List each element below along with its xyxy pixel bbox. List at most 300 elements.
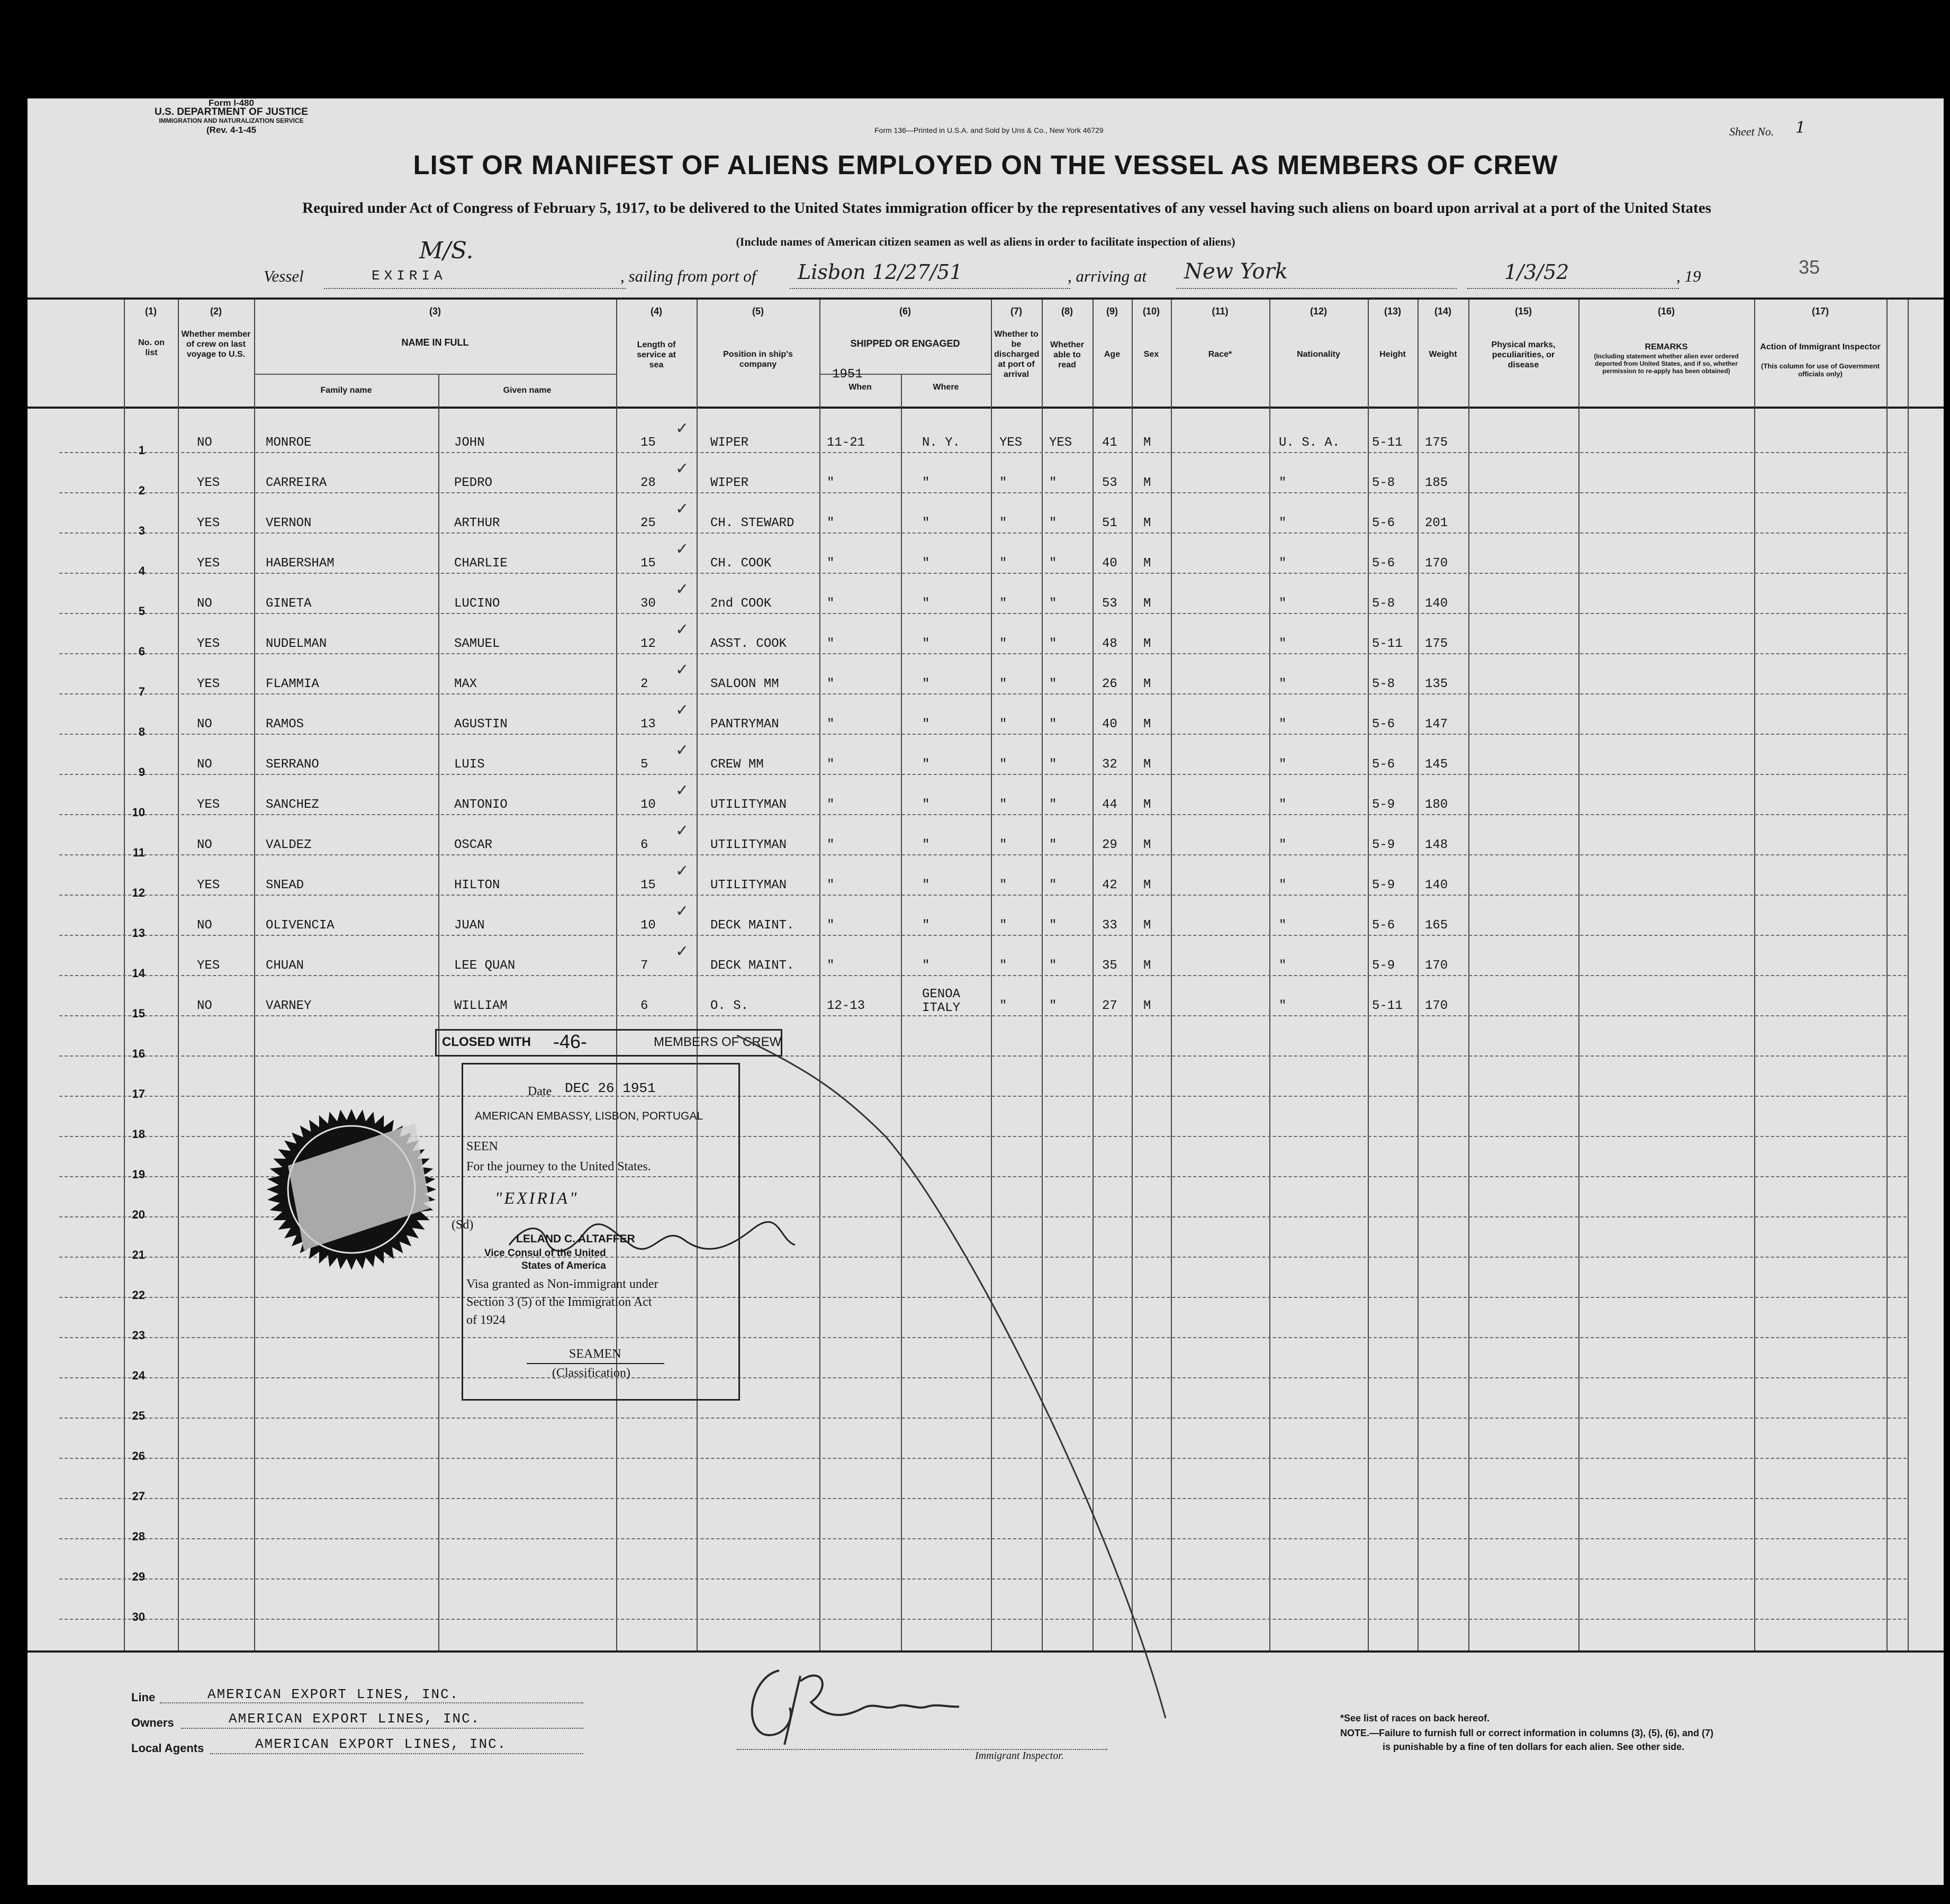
races-note: *See list of races on back hereof. — [1340, 1713, 1490, 1723]
cell-nationality: " — [1279, 878, 1287, 892]
instruction-note: (Include names of American citizen seamen as well as aliens in order to facilitate inspection of aliens) — [736, 235, 1235, 248]
cell-discharged: " — [999, 717, 1007, 732]
header-race: Race* — [1208, 350, 1232, 359]
vessel-name-line — [324, 288, 626, 289]
cell-when: " — [827, 798, 835, 812]
cell-sex: M — [1143, 436, 1151, 450]
col-number-5: (5) — [752, 306, 764, 317]
cell-family: SERRANO — [266, 757, 319, 772]
cell-where: " — [922, 597, 930, 611]
cell-nationality: " — [1279, 798, 1287, 812]
header-remarks: REMARKS — [1645, 342, 1688, 351]
cell-height: 5-9 — [1372, 959, 1395, 973]
cell-age: 41 — [1102, 436, 1117, 450]
row-number: 27 — [132, 1490, 145, 1503]
cell-age: 42 — [1102, 878, 1117, 892]
row-rule — [59, 533, 1907, 534]
line-value: AMERICAN EXPORT LINES, INC. — [207, 1686, 459, 1702]
row-number: 3 — [138, 524, 145, 537]
row-number: 14 — [132, 967, 145, 980]
cell-service: 28 — [640, 476, 656, 490]
header-no-on-list: No. on list — [138, 338, 165, 357]
check-mark: ✓ — [675, 620, 689, 639]
cell-family: GINETA — [266, 597, 312, 611]
owners-value: AMERICAN EXPORT LINES, INC. — [229, 1711, 481, 1727]
cell-sex: M — [1143, 757, 1151, 772]
sheet-number: 1 — [1795, 119, 1806, 137]
col-number-17: (17) — [1811, 306, 1829, 317]
cell-discharged: " — [999, 757, 1007, 772]
cell-weight: 201 — [1425, 516, 1448, 530]
row-number: 5 — [138, 604, 145, 618]
cell-service: 5 — [640, 757, 648, 772]
header-name-in-full: NAME IN FULL — [401, 337, 469, 348]
service-name: IMMIGRATION AND NATURALIZATION SERVICE — [159, 117, 304, 124]
cell-age: 33 — [1102, 918, 1117, 933]
cell-weight: 147 — [1425, 717, 1448, 732]
closed-with-stamp — [435, 1029, 782, 1057]
check-mark: ✓ — [675, 862, 689, 880]
cell-position: UTILITYMAN — [710, 798, 787, 812]
cell-age: 51 — [1102, 516, 1117, 530]
check-mark: ✓ — [675, 741, 689, 760]
cell-nationality: " — [1279, 556, 1287, 571]
check-mark: ✓ — [675, 701, 689, 719]
cell-where: " — [922, 637, 930, 651]
cell-sex: M — [1143, 798, 1151, 812]
header-when: When — [848, 383, 872, 392]
consul-title-1: Vice Consul of the United — [484, 1248, 606, 1259]
cell-last: NO — [197, 597, 212, 611]
col-divider — [438, 374, 439, 1650]
cell-discharged: " — [999, 838, 1007, 852]
cell-last: NO — [197, 838, 212, 852]
agents-value-rule — [210, 1753, 583, 1754]
cell-sex: M — [1143, 959, 1151, 973]
cell-read: " — [1049, 597, 1057, 611]
cell-position: CREW MM — [710, 757, 764, 772]
row-number: 8 — [138, 725, 145, 738]
cell-last: YES — [197, 516, 220, 530]
cell-nationality: " — [1279, 677, 1287, 691]
cell-last: NO — [197, 999, 212, 1013]
row-number: 17 — [132, 1087, 145, 1100]
row-number: 28 — [132, 1530, 145, 1543]
cell-position: 2nd COOK — [710, 597, 772, 611]
cell-family: CHUAN — [266, 959, 304, 973]
row-rule — [59, 653, 1907, 654]
row-rule — [59, 693, 1907, 694]
cell-where: " — [922, 757, 930, 772]
cell-where: GENOA ITALY — [922, 987, 961, 1015]
row-number: 22 — [132, 1288, 145, 1302]
cell-given: LUCINO — [454, 597, 500, 611]
cell-service: 30 — [640, 597, 656, 611]
cell-last: YES — [197, 637, 220, 651]
col-number-9: (9) — [1106, 306, 1118, 317]
cell-where: " — [922, 798, 930, 812]
header-last-voyage: Whether member of crew on last voyage to U.S. — [181, 330, 251, 359]
table-top-rule — [28, 297, 1944, 300]
cell-when: " — [827, 717, 835, 732]
classification-value: SEAMEN — [569, 1347, 621, 1361]
cell-given: PEDRO — [454, 476, 493, 490]
page-title: LIST OR MANIFEST OF ALIENS EMPLOYED ON THE VESSEL AS MEMBERS OF CREW — [413, 150, 1558, 180]
header-physical-marks: Physical marks, peculiarities, or disease — [1491, 340, 1556, 369]
cell-age: 48 — [1102, 637, 1117, 651]
header-age: Age — [1104, 350, 1121, 359]
sheet-count: 35 — [1799, 256, 1820, 278]
check-mark: ✓ — [675, 781, 689, 800]
name-subheader-rule — [254, 374, 616, 375]
cell-nationality: " — [1279, 757, 1287, 772]
cell-weight: 170 — [1425, 999, 1448, 1013]
cell-age: 40 — [1102, 556, 1117, 571]
cell-discharged: " — [999, 476, 1007, 490]
department-name: U.S. DEPARTMENT OF JUSTICE — [155, 106, 308, 118]
cell-read: " — [1049, 677, 1057, 691]
cell-sex: M — [1143, 677, 1151, 691]
cell-nationality: " — [1279, 838, 1287, 852]
inspector-signature-icon — [732, 1644, 964, 1755]
arrival-date-line — [1467, 288, 1679, 289]
shipped-year: 1951 — [832, 367, 863, 382]
cell-read: " — [1049, 717, 1057, 732]
col-number-11: (11) — [1212, 306, 1229, 317]
cell-position: WIPER — [710, 436, 749, 450]
col-number-4: (4) — [651, 306, 662, 317]
row-rule — [59, 814, 1907, 815]
cell-service: 10 — [640, 918, 656, 933]
col-number-15: (15) — [1514, 306, 1532, 317]
cell-position: ASST. COOK — [710, 637, 787, 651]
visa-vessel-name: "EXIRIA" — [495, 1188, 579, 1207]
cell-nationality: " — [1279, 918, 1287, 933]
cell-read: " — [1049, 516, 1057, 530]
check-mark: ✓ — [675, 459, 689, 478]
cell-where: " — [922, 918, 930, 933]
cell-read: " — [1049, 878, 1057, 892]
cell-last: YES — [197, 959, 220, 973]
row-number: 2 — [138, 484, 145, 497]
embassy-seal — [256, 1102, 447, 1277]
cell-height: 5-9 — [1372, 798, 1395, 812]
cell-nationality: " — [1279, 597, 1287, 611]
header-length-service: Length of service at sea — [637, 340, 676, 369]
col-number-2: (2) — [210, 306, 222, 317]
cell-age: 53 — [1102, 597, 1117, 611]
row-rule — [59, 895, 1907, 896]
cell-age: 44 — [1102, 798, 1117, 812]
cell-age: 27 — [1102, 999, 1117, 1013]
row-number: 29 — [132, 1570, 145, 1583]
cell-height: 5-6 — [1372, 556, 1395, 571]
row-number: 10 — [132, 806, 145, 819]
row-number: 25 — [132, 1409, 145, 1422]
header-weight: Weight — [1429, 350, 1457, 359]
cell-family: OLIVENCIA — [266, 918, 335, 933]
sailing-label: , sailing from port of — [620, 267, 756, 285]
check-mark: ✓ — [675, 902, 689, 921]
col-divider — [1908, 300, 1909, 1650]
cell-weight: 140 — [1425, 878, 1448, 892]
row-rule — [59, 854, 1907, 855]
cell-family: SNEAD — [266, 878, 304, 892]
cell-discharged: YES — [999, 436, 1023, 450]
cell-position: UTILITYMAN — [710, 838, 787, 852]
check-mark: ✓ — [675, 822, 689, 840]
cell-weight: 175 — [1425, 637, 1448, 651]
header-nationality: Nationality — [1297, 350, 1340, 359]
cell-where: " — [922, 516, 930, 530]
row-rule — [59, 935, 1907, 936]
check-mark: ✓ — [675, 500, 689, 518]
cell-weight: 148 — [1425, 838, 1448, 852]
cell-where: " — [922, 717, 930, 732]
cell-weight: 165 — [1425, 918, 1448, 933]
cell-read: YES — [1049, 436, 1072, 450]
cell-discharged: " — [999, 959, 1007, 973]
visa-date: DEC 26 1951 — [565, 1080, 656, 1096]
cell-given: LEE QUAN — [454, 959, 516, 973]
vessel-label: Vessel — [264, 267, 304, 285]
cell-position: PANTRYMAN — [710, 717, 779, 732]
cell-sex: M — [1143, 838, 1151, 852]
row-number: 18 — [132, 1127, 145, 1141]
cell-age: 26 — [1102, 677, 1117, 691]
cell-family: VERNON — [266, 516, 312, 530]
header-shipped-engaged: SHIPPED OR ENGAGED — [850, 338, 960, 349]
cell-sex: M — [1143, 717, 1151, 732]
col-number-7: (7) — [1010, 306, 1022, 317]
cell-where: " — [922, 556, 930, 571]
cell-when: " — [827, 757, 835, 772]
header-sex: Sex — [1143, 350, 1159, 359]
row-number: 30 — [132, 1610, 145, 1623]
arriving-port: New York — [1184, 259, 1288, 284]
header-given-name: Given name — [503, 386, 552, 395]
cell-when: 11-21 — [827, 436, 865, 450]
cell-service: 15 — [640, 556, 656, 571]
penalty-note-2: is punishable by a fine of ten dollars for each alien. See other side. — [1383, 1741, 1685, 1752]
check-mark: ✓ — [675, 942, 689, 961]
header-able-to-read: Whether able to read — [1050, 340, 1084, 369]
arrival-date: 1/3/52 — [1504, 260, 1569, 284]
statute-note: Required under Act of Congress of February 5, 1917, to be delivered to the United States immigration officer by the representatives of any vessel having such aliens on board upon arrival at a port of the United States — [302, 200, 1711, 216]
cell-when: " — [827, 878, 835, 892]
cell-family: VARNEY — [266, 999, 312, 1013]
header-height: Height — [1379, 350, 1406, 359]
cell-read: " — [1049, 918, 1057, 933]
cell-position: CH. COOK — [710, 556, 772, 571]
cell-read: " — [1049, 637, 1057, 651]
cell-position: DECK MAINT. — [710, 918, 795, 933]
crew-count: -46- — [553, 1031, 588, 1052]
cell-sex: M — [1143, 597, 1151, 611]
cell-read: " — [1049, 959, 1057, 973]
cell-position: O. S. — [710, 999, 749, 1013]
inspector-check-line-icon — [737, 1030, 1192, 1745]
row-number: 11 — [132, 846, 145, 859]
cell-height: 5-9 — [1372, 878, 1395, 892]
row-rule — [59, 774, 1907, 775]
row-rule — [59, 573, 1907, 574]
cell-weight: 135 — [1425, 677, 1448, 691]
cell-last: YES — [197, 798, 220, 812]
cell-when: " — [827, 556, 835, 571]
row-number: 26 — [132, 1449, 145, 1463]
cell-last: NO — [197, 717, 212, 732]
cell-age: 29 — [1102, 838, 1117, 852]
col-number-6: (6) — [899, 306, 911, 317]
line-value-rule — [160, 1702, 583, 1703]
header-discharged: Whether to be discharged at port of arrival — [994, 330, 1040, 379]
cell-when: " — [827, 476, 835, 490]
cell-last: NO — [197, 436, 212, 450]
cell-given: SAMUEL — [454, 637, 500, 651]
cell-sex: M — [1143, 476, 1151, 490]
row-number: 12 — [132, 886, 145, 899]
row-number: 24 — [132, 1369, 145, 1382]
cell-where: N. Y. — [922, 436, 961, 450]
col-number-10: (10) — [1142, 306, 1160, 317]
penalty-note-1: NOTE.—Failure to furnish full or correct information in columns (3), (5), (6), and (7) — [1340, 1728, 1714, 1738]
check-mark: ✓ — [675, 419, 689, 438]
cell-height: 5-6 — [1372, 516, 1395, 530]
cell-family: RAMOS — [266, 717, 304, 732]
cell-discharged: " — [999, 597, 1007, 611]
cell-weight: 170 — [1425, 556, 1448, 571]
classification-rule — [527, 1363, 664, 1364]
header-position: Position in ship's company — [723, 350, 793, 369]
cell-family: HABERSHAM — [266, 556, 335, 571]
cell-height: 5-8 — [1372, 476, 1395, 490]
cell-age: 53 — [1102, 476, 1117, 490]
vessel-prefix: M/S. — [419, 237, 474, 264]
cell-sex: M — [1143, 556, 1151, 571]
col-number-12: (12) — [1310, 306, 1327, 317]
cell-last: YES — [197, 476, 220, 490]
journey-text: For the journey to the United States. — [466, 1160, 651, 1174]
cell-family: MONROE — [266, 436, 312, 450]
owners-value-rule — [181, 1728, 583, 1729]
cell-read: " — [1049, 556, 1057, 571]
cell-when: " — [827, 677, 835, 691]
cell-service: 12 — [640, 637, 656, 651]
cell-given: JOHN — [454, 436, 485, 450]
cell-read: " — [1049, 798, 1057, 812]
cell-where: " — [922, 838, 930, 852]
cell-position: DECK MAINT. — [710, 959, 795, 973]
cell-service: 6 — [640, 838, 648, 852]
col-number-14: (14) — [1434, 306, 1451, 317]
cell-service: 25 — [640, 516, 656, 530]
cell-height: 5-8 — [1372, 597, 1395, 611]
classification-label: (Classification) — [552, 1366, 630, 1380]
cell-discharged: " — [999, 677, 1007, 691]
cell-nationality: " — [1279, 516, 1287, 530]
visa-grant-line-2: Section 3 (5) of the Immigration Act — [466, 1295, 652, 1309]
cell-position: WIPER — [710, 476, 749, 490]
cell-given: ANTONIO — [454, 798, 508, 812]
arriving-port-line — [1176, 288, 1457, 289]
cell-nationality: U. S. A. — [1279, 436, 1340, 450]
cell-service: 15 — [640, 436, 656, 450]
cell-height: 5-6 — [1372, 757, 1395, 772]
cell-family: VALDEZ — [266, 838, 312, 852]
cell-family: CARREIRA — [266, 476, 327, 490]
cell-service: 15 — [640, 878, 656, 892]
check-mark: ✓ — [675, 661, 689, 679]
cell-height: 5-8 — [1372, 677, 1395, 691]
cell-where: " — [922, 878, 930, 892]
cell-sex: M — [1143, 637, 1151, 651]
row-number: 16 — [132, 1047, 145, 1060]
cell-given: ARTHUR — [454, 516, 500, 530]
row-number: 15 — [132, 1007, 145, 1020]
row-number: 19 — [132, 1168, 145, 1181]
check-mark: ✓ — [675, 580, 689, 599]
agents-label: Local Agents — [131, 1741, 204, 1755]
cell-last: NO — [197, 757, 212, 772]
cell-given: WILLIAM — [454, 999, 508, 1013]
arriving-label: , arriving at — [1068, 267, 1146, 285]
row-number: 1 — [138, 444, 145, 457]
vessel-name: EXIRIA — [372, 268, 447, 284]
inspector-note: (This column for use of Government officials only) — [1761, 362, 1880, 378]
cell-family: NUDELMAN — [266, 637, 327, 651]
row-number: 4 — [138, 564, 145, 577]
row-number: 20 — [132, 1208, 145, 1221]
cell-when: " — [827, 516, 835, 530]
row-number: 21 — [132, 1248, 145, 1261]
sheet-label: Sheet No. — [1729, 125, 1774, 138]
cell-service: 7 — [640, 959, 648, 973]
remarks-note: (Including statement whether alien ever ordered deported from United States, and if so, whether permission to re-apply has been obtained) — [1594, 353, 1739, 375]
cell-weight: 180 — [1425, 798, 1448, 812]
col-number-16: (16) — [1657, 306, 1675, 317]
cell-height: 5-6 — [1372, 717, 1395, 732]
cell-when: " — [827, 597, 835, 611]
header-action-inspector: Action of Immigrant Inspector — [1760, 342, 1881, 351]
cell-height: 5-9 — [1372, 838, 1395, 852]
cell-service: 6 — [640, 999, 648, 1013]
cell-nationality: " — [1279, 476, 1287, 490]
signature-prefix: (Sd) — [452, 1218, 474, 1232]
row-number: 9 — [138, 765, 145, 779]
cell-discharged: " — [999, 556, 1007, 571]
sailing-port: Lisbon 12/27/51 — [798, 260, 963, 284]
cell-last: YES — [197, 677, 220, 691]
cell-discharged: " — [999, 516, 1007, 530]
cell-height: 5-11 — [1372, 436, 1403, 450]
row-number: 6 — [138, 645, 145, 658]
agents-value: AMERICAN EXPORT LINES, INC. — [255, 1736, 507, 1752]
row-number: 23 — [132, 1329, 145, 1342]
cell-discharged: " — [999, 798, 1007, 812]
cell-where: " — [922, 476, 930, 490]
header-bottom-rule — [28, 407, 1944, 409]
cell-where: " — [922, 959, 930, 973]
inspector-label: Immigrant Inspector. — [975, 1750, 1064, 1762]
cell-given: MAX — [454, 677, 477, 691]
cell-weight: 175 — [1425, 436, 1448, 450]
printer-note: Form 136—Printed in U.S.A. and Sold by Uns & Co., New York 46729 — [874, 126, 1104, 134]
header-family-name: Family name — [320, 386, 372, 395]
cell-position: UTILITYMAN — [710, 878, 787, 892]
members-of-crew-label: MEMBERS OF CREW — [654, 1035, 782, 1049]
cell-nationality: " — [1279, 637, 1287, 651]
